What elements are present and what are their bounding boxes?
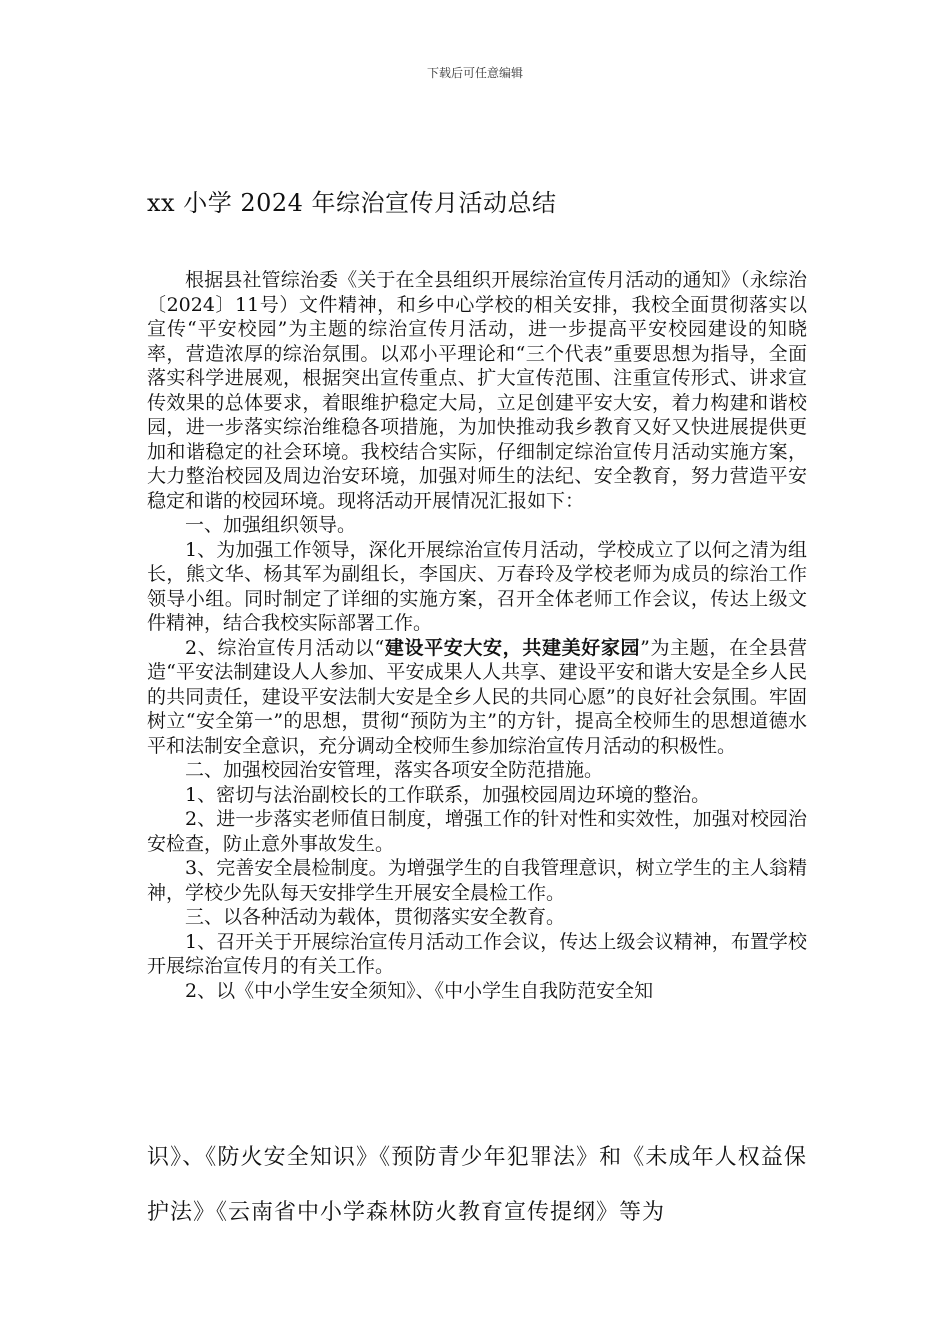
theme-slogan: 建设平安大安，共建美好家园 [384, 636, 641, 659]
section-3-item-2-continued: 识》、《防火安全知识》《预防青少年犯罪法》和《未成年人权益保护法》《云南省中小学森林防火教育宣传提纲》等为 [147, 1145, 807, 1225]
item-2-lead-text: 2、综治宣传月活动以“ [185, 636, 385, 659]
section-heading-2: 二、加强校园治安管理，落实各项安全防范措施。 [185, 759, 604, 781]
item-2-rest-text: ”为主题，在全县营造“平安法制建设人人参加、平安成果人人共享、建设平安和谐大安是全乡人民的共同责任，建设平安法制大安是全乡人民的共同心愿”的良好社会氛围。牢固树立“安全第一”的思想，贯彻“预防为主”的方针，提高全校师生的思想道德水平和法制安全意识，充分调动全校师生参加综治宣传月活动的积极性。 [147, 636, 807, 757]
section-2-item-3: 3、完善安全晨检制度。为增强学生的自我管理意识，树立学生的主人翁精神，学校少先队每天安排学生开展安全晨检工作。 [147, 857, 807, 904]
document-body [147, 268, 807, 1003]
section-heading-3: 三、以各种活动为载体，贯彻落实安全教育。 [185, 906, 566, 928]
document-body-continued [147, 1130, 807, 1240]
section-1-item-2 [147, 636, 807, 759]
section-2-item-1: 1、密切与法治副校长的工作联系，加强校园周边环境的整治。 [185, 783, 711, 806]
page-header-note: 下载后可任意编辑 [426, 66, 523, 80]
section-heading-1: 一、加强组织领导。 [185, 514, 357, 536]
intro-paragraph: 根据县社管综治委《关于在全县组织开展综治宣传月活动的通知》（永综治〔2024〕11号）文件精神，和乡中心学校的相关安排，我校全面贯彻落实以宣传“平安校园”为主题的综治宣传月活动，进一步提高平安校园建设的知晓率，营造浓厚的综治氛围。以邓小平理论和“三个代表”重要思想为指导，全面落实科学进展观，根据突出宣传重点、扩大宣传范围、注重宣传形式、讲求宣传效果的总体要求，着眼维护稳定大局，立足创建平安大安，着力构建和谐校园，进一步落实综治维稳各项措施，为加快推动我乡教育又好又快进展提供更加和谐稳定的社会环境。我校结合实际，仔细制定综治宣传月活动实施方案，大力整治校园及周边治安环境，加强对师生的法纪、安全教育，努力营造平安稳定和谐的校园环境。现将活动开展情况汇报如下： [147, 269, 807, 512]
section-3-item-2: 2、以《中小学生安全须知》、《中小学生自我防范安全知 [185, 979, 654, 1002]
section-1-item-1: 1、为加强工作领导，深化开展综治宣传月活动，学校成立了以何之清为组长，熊文华、杨其军为副组长，李国庆、万春玲及学校老师为成员的综治工作领导小组。同时制定了详细的实施方案，召开全体老师工作会议，传达上级文件精神，结合我校实际部署工作。 [147, 538, 807, 634]
section-3-item-1: 1、召开关于开展综治宣传月活动工作会议，传达上级会议精神，布置学校开展综治宣传月的有关工作。 [147, 930, 807, 977]
document-title: xx 小学 2024 年综治宣传月活动总结 [147, 189, 557, 217]
section-2-item-2: 2、进一步落实老师值日制度，增强工作的针对性和实效性，加强对校园治安检查，防止意外事故发生。 [147, 808, 807, 855]
